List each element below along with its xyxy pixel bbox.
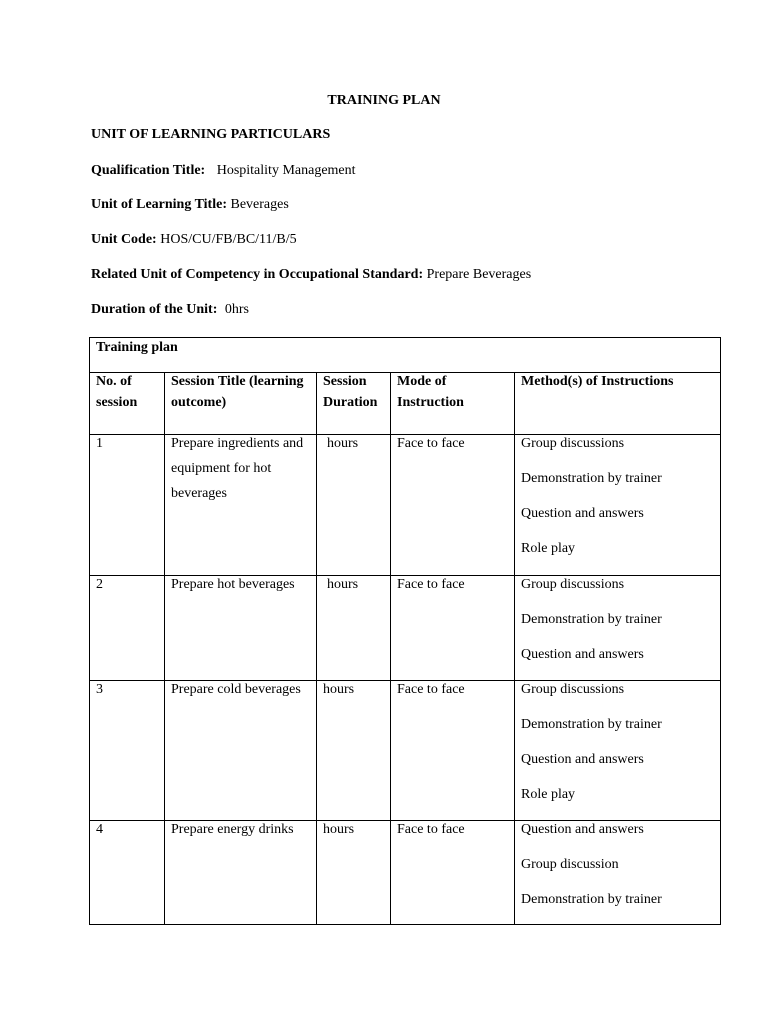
cell-mode — [391, 576, 515, 681]
cell-text: Prepare energy drinks — [171, 822, 294, 837]
method-item: Role play — [521, 787, 576, 802]
competency-line — [91, 267, 531, 283]
header-session-no — [90, 373, 165, 435]
header-text: Mode of — [397, 374, 447, 389]
header-text: No. of — [96, 374, 132, 389]
cell-text: Prepare cold beverages — [171, 682, 301, 697]
cell-text: 1 — [96, 436, 103, 451]
method-item: Question and answers — [521, 752, 644, 767]
table-row — [90, 435, 721, 576]
method-item: Question and answers — [521, 822, 644, 837]
table-row — [90, 576, 721, 681]
table-caption-text: Training plan — [96, 340, 178, 355]
competency-value: Prepare Beverages — [426, 267, 532, 282]
method-item: Demonstration by trainer — [521, 892, 662, 907]
cell-duration — [317, 821, 391, 925]
method-item: Demonstration by trainer — [521, 612, 662, 627]
section-heading-text: UNIT OF LEARNING PARTICULARS — [91, 127, 331, 142]
header-text: Session Title (learning — [171, 374, 304, 389]
unit-title-value: Beverages — [230, 197, 289, 212]
cell-text: hours — [323, 822, 355, 837]
duration-value: 0hrs — [224, 302, 250, 317]
cell-mode — [391, 821, 515, 925]
cell-text: Prepare ingredients and — [171, 436, 304, 451]
method-item: Group discussions — [521, 436, 625, 451]
header-session-title — [165, 373, 317, 435]
competency-label: Related Unit of Competency in Occupational Standard: — [91, 267, 424, 282]
cell-session-title — [165, 821, 317, 925]
cell-session-title — [165, 576, 317, 681]
cell-session-title — [165, 681, 317, 821]
unit-code-line — [91, 232, 297, 248]
unit-code-value: HOS/CU/FB/BC/11/B/5 — [160, 232, 297, 247]
method-item: Group discussions — [521, 577, 625, 592]
cell-text: Prepare hot beverages — [171, 577, 295, 592]
cell-duration — [317, 435, 391, 576]
table-row — [90, 821, 721, 925]
header-text: Duration — [323, 395, 378, 410]
header-text: session — [96, 395, 138, 410]
cell-duration — [317, 576, 391, 681]
unit-code-label: Unit Code: — [91, 232, 157, 247]
cell-mode — [391, 681, 515, 821]
cell-methods — [515, 821, 721, 925]
qualification-line — [91, 163, 356, 179]
cell-methods — [515, 435, 721, 576]
cell-session-no — [90, 821, 165, 925]
method-item: Group discussion — [521, 857, 619, 872]
method-item: Group discussions — [521, 682, 625, 697]
cell-text: 4 — [96, 822, 103, 837]
header-methods — [515, 373, 721, 435]
table-caption — [90, 338, 721, 373]
qualification-label: Qualification Title: — [91, 163, 206, 178]
cell-session-no — [90, 681, 165, 821]
cell-text: hours — [323, 682, 355, 697]
method-item: Question and answers — [521, 506, 644, 521]
duration-line — [91, 302, 249, 318]
unit-title-line — [91, 197, 289, 213]
header-text: Instruction — [397, 395, 464, 410]
cell-text: beverages — [171, 486, 227, 501]
header-mode — [391, 373, 515, 435]
cell-text: 3 — [96, 682, 103, 697]
training-plan-table — [89, 337, 721, 925]
cell-text: equipment for hot — [171, 461, 272, 476]
table-header-row — [90, 373, 721, 435]
method-item: Demonstration by trainer — [521, 471, 662, 486]
page-title: TRAINING PLAN — [327, 93, 441, 108]
header-session-duration — [317, 373, 391, 435]
cell-text: 2 — [96, 577, 103, 592]
unit-title-label: Unit of Learning Title: — [91, 197, 227, 212]
table-row — [90, 681, 721, 821]
cell-session-no — [90, 435, 165, 576]
qualification-value: Hospitality Management — [216, 163, 356, 178]
section-heading — [91, 127, 330, 143]
cell-mode — [391, 435, 515, 576]
header-text: outcome) — [171, 395, 227, 410]
method-item: Role play — [521, 541, 576, 556]
method-item: Demonstration by trainer — [521, 717, 662, 732]
cell-text: hours — [327, 436, 359, 451]
method-item: Question and answers — [521, 647, 644, 662]
cell-session-no — [90, 576, 165, 681]
cell-methods — [515, 681, 721, 821]
duration-label: Duration of the Unit: — [91, 302, 218, 317]
cell-duration — [317, 681, 391, 821]
cell-text: Face to face — [397, 682, 465, 697]
cell-text: Face to face — [397, 436, 465, 451]
header-text: Session — [323, 374, 367, 389]
cell-text: Face to face — [397, 822, 465, 837]
header-text: Method(s) of Instructions — [521, 374, 674, 389]
cell-session-title — [165, 435, 317, 576]
cell-methods — [515, 576, 721, 681]
cell-text: hours — [327, 577, 359, 592]
cell-text: Face to face — [397, 577, 465, 592]
